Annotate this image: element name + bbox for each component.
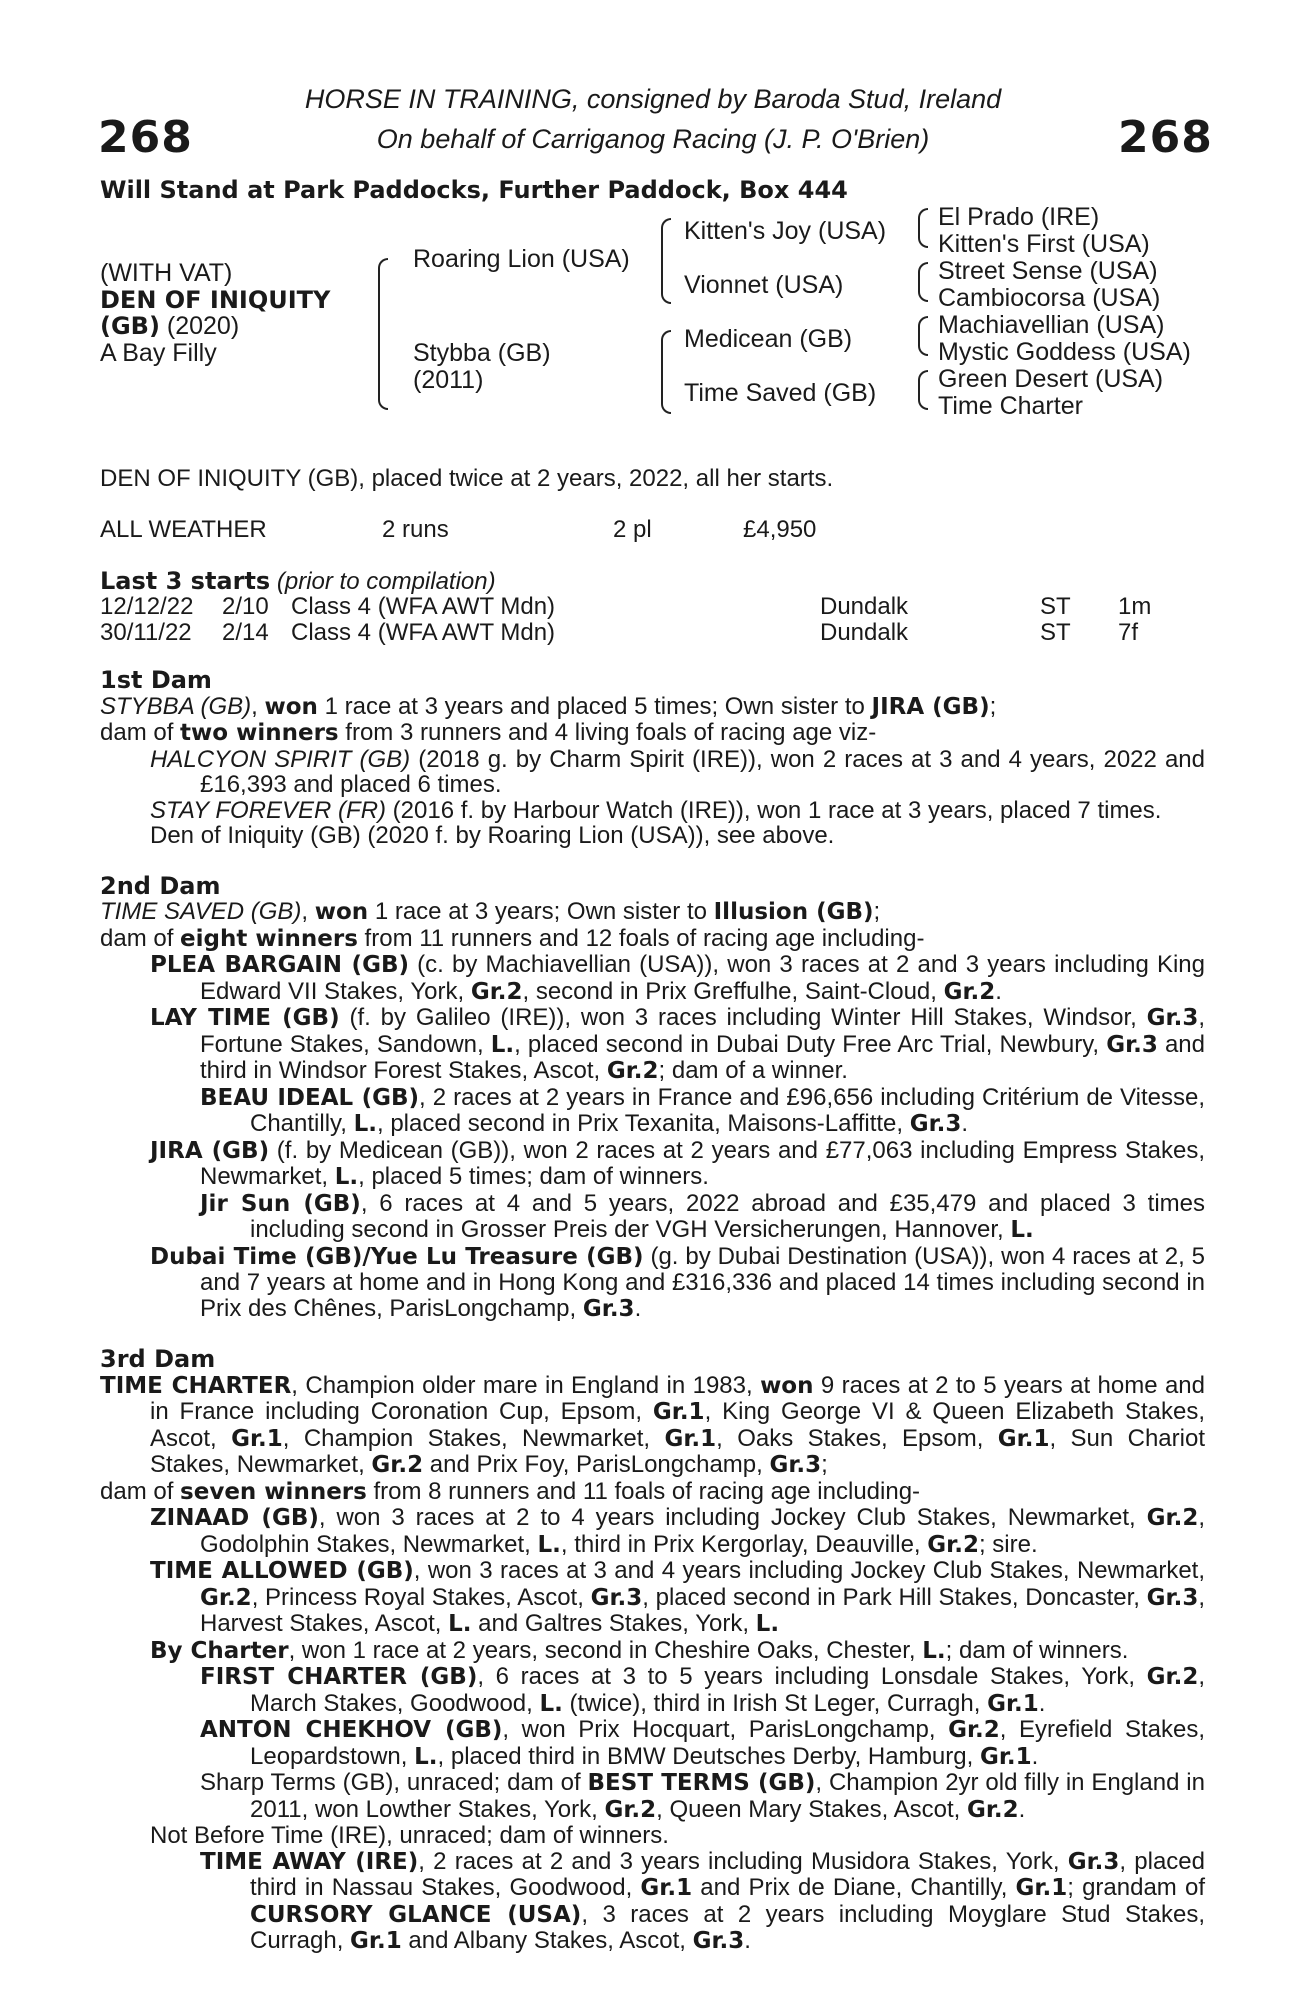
text-run: , won 1 race at 2 years, second in Cheshire Oaks, Chester, <box>288 1636 923 1664</box>
bold-text: Gr.1 <box>231 1425 283 1452</box>
bold-text: L. <box>1010 1217 1034 1243</box>
text-run: , placed second in Prix Texanita, Maisons-Laffitte, <box>377 1110 910 1137</box>
bold-text: Illusion (GB) <box>713 899 874 925</box>
text-run: , Queen Mary Stakes, Ascot, <box>656 1795 967 1823</box>
bold-text: Gr.1 <box>987 1690 1039 1717</box>
dam3-produce-4 <box>100 1823 1205 1849</box>
sire-sire: Kitten's Joy (USA) <box>684 217 887 245</box>
text-run: , March Stakes, Goodwood, <box>250 1663 1206 1717</box>
record-runs: 2 runs <box>382 516 449 543</box>
dam1-produce-2 <box>100 798 1205 824</box>
text-run: , King George VI & Queen Elizabeth Stakes, Ascot, <box>150 1398 1205 1452</box>
brace-gen1 <box>378 258 388 410</box>
dam3-produce-2 <box>100 1558 1205 1638</box>
bold-text: L. <box>922 1637 946 1664</box>
text-run: (twice), third in Irish St Leger, Curragh, <box>562 1689 988 1717</box>
bold-text: Gr.2 <box>948 1717 1000 1743</box>
bold-text: L. <box>537 1531 561 1558</box>
text-run: (c. by Machiavellian (USA)), won 3 races at 2 and 3 years including King Edward VII Stakes, York, <box>200 951 1206 1005</box>
text-run: , placed 5 times; dam of winners. <box>358 1163 709 1190</box>
start-course: Dundalk <box>820 619 909 646</box>
text-run: , Harvest Stakes, Ascot, <box>200 1583 1205 1637</box>
text-run: , second in Prix Greffulhe, Saint-Cloud, <box>522 977 944 1005</box>
dam2-para-2 <box>100 926 1205 953</box>
text-run: , 2 races at 2 and 3 years including Musidora Stakes, York, <box>418 1847 1068 1875</box>
text-run: (g. by Dubai Destination (USA)), won 4 races at 2, 5 and 7 years at home and in Hong Kong and £316,336 and placed 14 times including second in Prix des Chênes, ParisLongchamp, <box>200 1242 1205 1322</box>
start-dist: 7f <box>1118 619 1139 646</box>
brace-sire <box>661 218 671 304</box>
text-run: from 3 runners and 4 living foals of racing age viz- <box>338 719 877 746</box>
bold-text: Gr.3 <box>1067 1848 1120 1875</box>
text-run: and Prix de Diane, Chantilly, <box>692 1874 1016 1901</box>
bold-text: Gr.2 <box>604 1796 657 1823</box>
record-surface: ALL WEATHER <box>100 516 267 543</box>
text-run: , 6 races at 3 to 5 years including Lonsdale Stakes, York, <box>477 1663 1147 1690</box>
sire-dam: Vionnet (USA) <box>684 271 844 299</box>
text-run: , 6 races at 4 and 5 years, 2022 abroad and £35,479 and placed 3 times including second in Grosser Preis der VGH Versicherungen, Hannover, <box>250 1189 1206 1243</box>
bold-text: Jir Sun (GB) <box>200 1190 361 1217</box>
brace-dam <box>661 330 671 414</box>
sire-dam-dam: Cambiocorsa (USA) <box>938 284 1161 312</box>
italic-text: STAY FOREVER (FR) <box>150 796 387 824</box>
bold-text: Gr.3 <box>1146 1584 1199 1611</box>
dam3-grandproduce-4 <box>100 1849 1205 1955</box>
brace-ds <box>918 316 928 356</box>
horse-year: (2020) <box>166 312 240 340</box>
horse-origin <box>100 313 239 340</box>
text-run: , won 3 races at 2 to 4 years including Jockey Club Stakes, Newmarket, <box>318 1504 1147 1531</box>
dam3-grandproduce-1 <box>100 1664 1205 1717</box>
last-starts-heading <box>100 567 496 596</box>
bold-text: Gr.3 <box>692 1928 745 1954</box>
sire: Roaring Lion (USA) <box>413 245 630 273</box>
bold-text: Gr.1 <box>664 1425 717 1452</box>
dam1-para-2 <box>100 720 1205 747</box>
text-run: , Eyrefield Stakes, Leopardstown, <box>250 1716 1205 1770</box>
text-run: , placed third in BMW Deutsches Derby, Hamburg, <box>437 1742 980 1770</box>
start-going: ST <box>1040 593 1071 620</box>
text-run: , won 3 races at 3 and 4 years including Jockey Club Stakes, Newmarket, <box>413 1557 1205 1584</box>
text-run: (f. by Medicean (GB)), won 2 races at 2 years and £77,063 including Empress Stakes, Newmarket, <box>200 1136 1205 1190</box>
dam3-produce-1 <box>100 1505 1205 1558</box>
bold-text: JIRA (GB) <box>150 1137 270 1164</box>
text-run: ; dam of winners. <box>945 1636 1129 1664</box>
bold-text: Gr.2 <box>1146 1664 1199 1690</box>
dam3-produce-3 <box>100 1638 1205 1665</box>
bold-text: two winners <box>180 720 339 746</box>
dam3-grandproduce-2 <box>100 1717 1205 1770</box>
start-pos: 2/14 <box>222 619 269 646</box>
lot-number-left: 268 <box>98 112 193 163</box>
italic-text: TIME SAVED (GB) <box>100 898 302 925</box>
bold-text: eight winners <box>180 925 358 952</box>
dam2-grandproduce-2 <box>100 1191 1205 1244</box>
bold-text: BEST TERMS (GB) <box>587 1770 816 1796</box>
bold-text: L. <box>490 1031 515 1058</box>
bold-text: Gr.2 <box>943 978 996 1005</box>
text-run: , Champion 2yr old filly in England in 2011, won Lowther Stakes, York, <box>250 1769 1205 1823</box>
lot-number-right: 268 <box>1118 112 1213 163</box>
bold-text: Gr.1 <box>997 1425 1050 1452</box>
bold-text: LAY TIME (GB) <box>150 1005 340 1031</box>
dam1-produce-1 <box>100 747 1205 798</box>
bold-text: Gr.2 <box>470 978 523 1005</box>
text-run: , Champion Stakes, Newmarket, <box>282 1424 665 1452</box>
text-run: . <box>995 977 1002 1005</box>
text-run: ; <box>873 898 881 925</box>
race-summary: DEN OF INIQUITY (GB), placed twice at 2 years, 2022, all her starts. <box>100 465 834 492</box>
bold-text: Gr.2 <box>966 1796 1019 1823</box>
italic-text: HALCYON SPIRIT (GB) <box>150 745 411 773</box>
brace-sd <box>918 262 928 302</box>
first-dam-heading: 1st Dam <box>100 666 212 694</box>
bold-text: By Charter <box>150 1637 289 1664</box>
bold-text: ZINAAD (GB) <box>150 1505 319 1531</box>
text-run: dam of <box>100 1477 181 1505</box>
record-placed: 2 pl <box>613 516 652 543</box>
text-run: , placed second in Dubai Duty Free Arc Trial, Newbury, <box>514 1030 1107 1058</box>
start-date: 30/11/22 <box>100 619 192 646</box>
dam2-para-1 <box>100 899 1205 926</box>
bold-text: Gr.1 <box>652 1399 705 1425</box>
text-run: , Oaks Stakes, Epsom, <box>716 1424 998 1452</box>
start-dist: 1m <box>1118 593 1152 620</box>
bold-text: Gr.2 <box>200 1584 252 1611</box>
dam2-produce-2 <box>100 1005 1205 1085</box>
bold-text: Gr.3 <box>769 1452 822 1478</box>
dam-sire-sire: Machiavellian (USA) <box>938 311 1165 339</box>
second-dam-heading: 2nd Dam <box>100 871 221 900</box>
dam-dam-dam: Time Charter <box>938 392 1083 420</box>
horse-country: (GB) <box>100 312 160 340</box>
dam1-para-1 <box>100 694 1205 721</box>
bold-text: L. <box>414 1743 438 1770</box>
dam-dam: Time Saved (GB) <box>684 379 877 407</box>
bold-text: CURSORY GLANCE (USA) <box>250 1901 582 1928</box>
text-run: . <box>961 1110 969 1137</box>
bold-text: JIRA (GB) <box>871 693 990 720</box>
text-run: and Prix Foy, ParisLongchamp, <box>423 1451 770 1478</box>
bold-text: PLEA BARGAIN (GB) <box>150 952 409 978</box>
bold-text: L. <box>539 1690 563 1717</box>
text-run: , 2 races at 2 years in France and £96,656 including Critérium de Vitesse, Chantilly, <box>250 1083 1205 1137</box>
bold-text: Gr.2 <box>606 1058 659 1084</box>
start-pos: 2/10 <box>222 593 269 620</box>
last-starts-title: Last 3 starts <box>100 567 271 595</box>
text-run: from 11 runners and 12 foals of racing age including- <box>357 924 925 952</box>
dam-sire-dam: Mystic Goddess (USA) <box>938 338 1191 366</box>
text-run: Den of Iniquity (GB) (2020 f. by Roaring Lion (USA)), see above. <box>150 822 835 849</box>
text-run: , won Prix Hocquart, ParisLongchamp, <box>502 1716 949 1743</box>
text-run: ; <box>821 1451 828 1478</box>
third-dam-heading: 3rd Dam <box>100 1345 216 1373</box>
bold-text: Gr.3 <box>1146 1005 1199 1031</box>
text-run: , placed third in Nassau Stakes, Goodwood, <box>250 1847 1205 1901</box>
text-run: (2018 g. by Charm Spirit (IRE)), won 2 races at 3 and 4 years, 2022 and £16,393 and placed 6 times. <box>200 745 1205 798</box>
text-run: dam of <box>100 924 181 952</box>
vat-note: (WITH VAT) <box>100 259 233 287</box>
last-starts-note: (prior to compilation) <box>276 568 496 595</box>
bold-text: Gr.3 <box>1106 1031 1158 1058</box>
text-run: Not Before Time (IRE), unraced; dam of winners. <box>150 1822 669 1849</box>
text-run: dam of <box>100 719 181 746</box>
bold-text: Gr.3 <box>582 1295 635 1322</box>
dam3-para-2 <box>100 1479 1205 1506</box>
text-run: , <box>301 898 315 925</box>
text-run: ; dam of a winner. <box>658 1057 848 1084</box>
bold-text: ANTON CHEKHOV (GB) <box>200 1717 503 1743</box>
bold-text: Gr.1 <box>640 1875 693 1901</box>
bold-text: won <box>264 693 318 720</box>
text-run: Sharp Terms (GB), unraced; dam of <box>200 1769 588 1796</box>
bold-text: TIME AWAY (IRE) <box>200 1848 419 1875</box>
bold-text: TIME CHARTER <box>100 1372 292 1399</box>
text-run: , Godolphin Stakes, Newmarket, <box>200 1504 1205 1558</box>
behalf-line: On behalf of Carriganog Racing (J. P. O'Brien) <box>376 124 930 154</box>
dam-sire: Medicean (GB) <box>684 325 853 353</box>
text-run: , Fortune Stakes, Sandown, <box>200 1004 1206 1058</box>
text-run: . <box>1018 1795 1026 1823</box>
text-run: . <box>634 1294 642 1322</box>
text-run: 1 race at 3 years; Own sister to <box>368 898 714 925</box>
bold-text: BEAU IDEAL (GB) <box>200 1084 419 1111</box>
text-run: (2016 f. by Harbour Watch (IRE)), won 1 race at 3 years, placed 7 times. <box>386 796 1162 824</box>
start-going: ST <box>1040 619 1071 646</box>
bold-text: won <box>314 899 369 925</box>
text-run: 9 races at 2 to 5 years at home and in France including Coronation Cup, Epsom, <box>150 1371 1205 1425</box>
dam: Stybba (GB) <box>413 339 551 367</box>
text-run: , Sun Chariot Stakes, Newmarket, <box>150 1424 1205 1478</box>
dam3-grandproduce-3 <box>100 1770 1205 1823</box>
dam2-produce-1 <box>100 952 1205 1005</box>
text-run: 1 race at 3 years and placed 5 times; Own sister to <box>317 692 872 720</box>
text-run: and Albany Stakes, Ascot, <box>401 1927 693 1954</box>
bold-text: won <box>760 1372 814 1399</box>
start-race: Class 4 (WFA AWT Mdn) <box>291 593 556 620</box>
text-run: , Champion older mare in England in 1983, <box>291 1371 761 1399</box>
stand-location: Will Stand at Park Paddocks, Further Paddock, Box 444 <box>100 176 848 204</box>
start-course: Dundalk <box>820 593 909 620</box>
bold-text: TIME ALLOWED (GB) <box>150 1558 414 1584</box>
bold-text: FIRST CHARTER (GB) <box>200 1664 478 1690</box>
text-run: and Galtres Stakes, York, <box>471 1610 756 1637</box>
dam3-para-1 <box>100 1373 1205 1479</box>
dam2-grandproduce-1 <box>100 1085 1205 1138</box>
dam-dam-sire: Green Desert (USA) <box>938 365 1164 393</box>
dam1-produce-3 <box>100 823 1205 849</box>
text-run: from 8 runners and 11 foals of racing age including- <box>366 1477 921 1505</box>
bold-text: Gr.1 <box>1015 1875 1068 1901</box>
dam-sections <box>100 668 1205 1955</box>
text-run: and third in Windsor Forest Stakes, Ascot, <box>200 1030 1206 1084</box>
bold-text: seven winners <box>180 1478 367 1505</box>
horse-name: DEN OF INIQUITY <box>100 286 331 314</box>
dam-year: (2011) <box>413 366 484 394</box>
bold-text: Gr.1 <box>979 1743 1032 1770</box>
text-run: ; grandam of <box>1067 1874 1205 1901</box>
bold-text: Dubai Time (GB)/Yue Lu Treasure (GB) <box>150 1243 644 1270</box>
text-run: . <box>744 1927 751 1954</box>
bold-text: L. <box>353 1111 377 1137</box>
sire-sire-sire: El Prado (IRE) <box>938 203 1100 231</box>
dam2-produce-3 <box>100 1138 1205 1191</box>
text-run: ; sire. <box>978 1530 1038 1558</box>
brace-dd <box>918 370 928 410</box>
bold-text: L. <box>755 1611 780 1637</box>
bold-text: Gr.2 <box>371 1452 424 1478</box>
text-run: (f. by Galileo (IRE)), won 3 races including Winter Hill Stakes, Windsor, <box>339 1004 1147 1031</box>
bold-text: Gr.2 <box>927 1531 979 1558</box>
consignor-line: HORSE IN TRAINING, consigned by Baroda Stud, Ireland <box>304 84 1002 114</box>
italic-text: STYBBA (GB) <box>100 692 252 720</box>
bold-text: Gr.1 <box>350 1928 402 1954</box>
brace-ss <box>918 208 928 248</box>
bold-text: L. <box>448 1611 472 1637</box>
bold-text: Gr.3 <box>909 1111 962 1137</box>
text-run: ; <box>989 692 997 720</box>
start-date: 12/12/22 <box>100 593 194 620</box>
text-run: . <box>1038 1689 1046 1717</box>
sire-dam-sire: Street Sense (USA) <box>938 257 1158 285</box>
text-run: . <box>1031 1742 1039 1770</box>
text-run: , placed second in Park Hill Stakes, Doncaster, <box>642 1583 1147 1611</box>
start-race: Class 4 (WFA AWT Mdn) <box>291 619 556 646</box>
text-run: , Princess Royal Stakes, Ascot, <box>251 1583 591 1611</box>
text-run: , 3 races at 2 years including Moyglare Stud Stakes, Curragh, <box>250 1900 1206 1954</box>
text-run: , third in Prix Kergorlay, Deauville, <box>560 1530 928 1558</box>
bold-text: L. <box>334 1164 359 1190</box>
bold-text: Gr.3 <box>590 1584 643 1611</box>
dam2-produce-4 <box>100 1244 1205 1323</box>
record-earnings: £4,950 <box>743 516 817 543</box>
sire-sire-dam: Kitten's First (USA) <box>938 230 1150 258</box>
bold-text: Gr.2 <box>1146 1505 1199 1531</box>
text-run: , <box>251 692 265 720</box>
horse-description: A Bay Filly <box>100 339 217 367</box>
